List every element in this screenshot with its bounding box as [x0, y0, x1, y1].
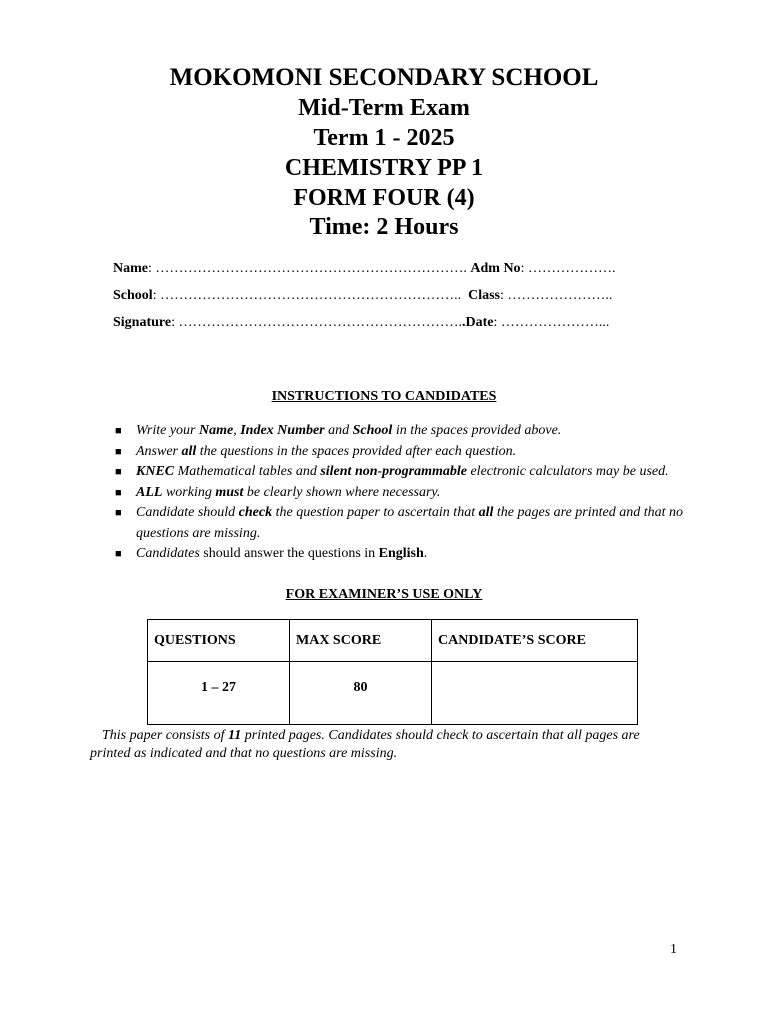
class-label: Class [468, 288, 500, 303]
paper-note [90, 727, 680, 763]
note-text: printed pages. Candidates should check to ascertain that all pages are printed as indicated and that no questions are missing. [90, 728, 640, 761]
bullet-icon: ■ [115, 445, 122, 458]
exam-term: Term 1 - 2025 [313, 125, 455, 151]
instr-text: should answer the questions in [199, 546, 379, 561]
column-header: MAX SCORE [290, 620, 432, 662]
exam-time: Time: 2 Hours [309, 214, 459, 240]
page-number: 1 [670, 942, 677, 957]
questions-cell: 1 – 27 [148, 662, 290, 725]
score-table [147, 619, 638, 725]
school-line[interactable] [113, 288, 615, 315]
candidate-score-cell[interactable] [432, 662, 638, 725]
instr-text: the pages are printed and that no questions are missing. [136, 505, 684, 541]
instr-emph: KNEC [136, 464, 175, 479]
instr-text: Write your [136, 423, 199, 438]
instr-emph: ALL [136, 484, 163, 500]
school-label: School [113, 288, 153, 303]
instr-text: , [233, 423, 241, 438]
date-label: .Date [461, 315, 494, 330]
instr-text: working [162, 484, 216, 500]
column-header: QUESTIONS [148, 620, 290, 662]
exam-form: FORM FOUR (4) [293, 185, 475, 211]
instr-text: Candidate should [136, 505, 239, 520]
bullet-icon: ■ [115, 507, 122, 519]
list-item [113, 462, 683, 483]
adm-dots: : ………………. [520, 261, 616, 276]
instr-text: be clearly shown where necessary. [243, 484, 441, 500]
instr-emph: must [215, 484, 244, 500]
list-item [113, 421, 683, 442]
max-score-cell: 80 [290, 662, 432, 725]
note-text: This paper consists of [102, 728, 229, 743]
name-label: Name [113, 261, 148, 276]
date-dots: : …………………... [493, 315, 610, 330]
instr-emph: all [181, 443, 197, 459]
list-item [113, 483, 683, 504]
instr-emph: check [238, 505, 273, 520]
table-header-row [148, 620, 638, 662]
bullet-icon: ■ [115, 486, 122, 499]
instr-emph: Index Number [240, 423, 325, 438]
instr-text: electronic calculators may be used. [466, 464, 669, 479]
instructions-list [113, 421, 683, 565]
school-dots: : ……………………………………………………….. [152, 288, 462, 303]
column-header: CANDIDATE’S SCORE [432, 620, 638, 662]
instr-emph: all [478, 505, 494, 520]
instr-text: the questions in the spaces provided after each question. [196, 443, 517, 459]
class-dots: : ………………….. [499, 288, 613, 303]
name-dots: : …………………………………………………………. [148, 261, 467, 276]
list-item [113, 503, 683, 544]
instr-emph: English [378, 546, 424, 561]
signature-dots: : ……………………………………………………. [171, 315, 462, 330]
instr-emph: Name [199, 423, 234, 438]
school-name: MOKOMONI SECONDARY SCHOOL [169, 64, 599, 91]
adm-label: Adm No [470, 261, 521, 276]
instr-text: and [324, 423, 353, 438]
bullet-icon: ■ [115, 466, 122, 478]
bullet-icon: ■ [115, 548, 122, 560]
examiner-heading: FOR EXAMINER’S USE ONLY [285, 587, 483, 602]
table-row [148, 662, 638, 725]
instr-text: in the spaces provided above. [392, 423, 562, 438]
instr-text: the question paper to ascertain that [272, 505, 479, 520]
instr-emph: silent non-programmable [320, 464, 467, 479]
note-page-count: 11 [228, 728, 242, 743]
name-line[interactable] [113, 261, 615, 288]
signature-label: Signature [113, 315, 172, 330]
bullet-icon: ■ [115, 425, 122, 437]
exam-subject: CHEMISTRY PP 1 [284, 155, 484, 181]
instructions-heading: INSTRUCTIONS TO CANDIDATES [271, 389, 497, 404]
list-item [113, 544, 683, 565]
list-item [113, 442, 683, 463]
instr-text: Answer [136, 443, 182, 459]
instr-emph: School [352, 423, 393, 438]
instr-text: Mathematical tables and [174, 464, 321, 479]
signature-line[interactable] [113, 315, 615, 342]
instr-text: . [423, 546, 428, 561]
instr-text: Candidates [136, 546, 200, 561]
candidate-details [113, 261, 615, 342]
exam-name: Mid-Term Exam [298, 95, 470, 121]
